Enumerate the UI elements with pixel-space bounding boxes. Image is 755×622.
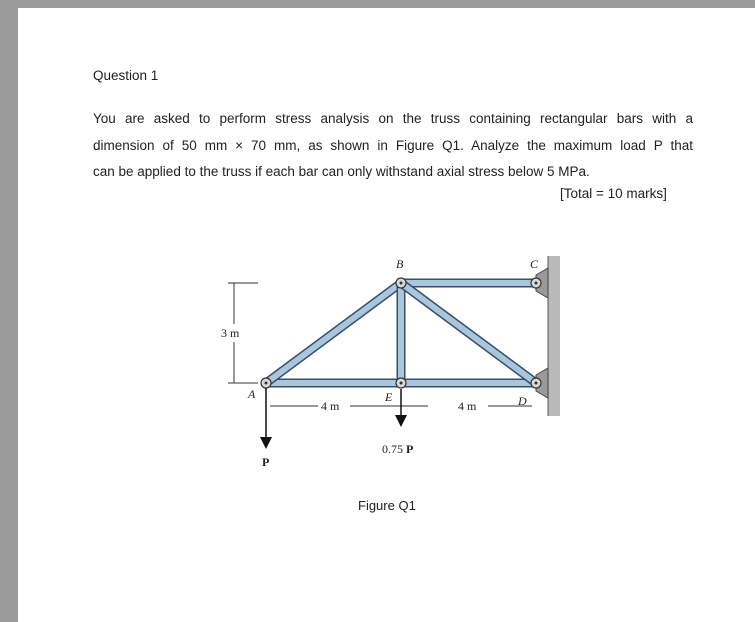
span-label-right: 4 m <box>458 399 477 413</box>
load-label-e-symbol: P <box>406 442 414 456</box>
joint-label-e: E <box>385 390 393 404</box>
joint-label-c: C <box>530 257 539 271</box>
joint-label-b: B <box>396 257 404 271</box>
question-body-line-3: can be applied to the truss if each bar can only withstand axial stress below 5 MPa. <box>93 164 590 179</box>
total-marks: [Total = 10 marks] <box>560 186 667 201</box>
wall-support <box>548 256 560 416</box>
question-body-line-2: dimension of 50 mm × 70 mm, as shown in Figure Q1. Analyze the maximum load P that <box>93 137 693 153</box>
truss-figure <box>18 8 755 622</box>
question-body-line-1: You are asked to perform stress analysis on the truss containing rectangular bars with a <box>93 111 693 126</box>
figure-caption: Figure Q1 <box>358 498 416 513</box>
height-label: 3 m <box>221 326 240 340</box>
question-title: Question 1 <box>93 68 159 83</box>
span-label-left: 4 m <box>321 399 340 413</box>
truss-members <box>266 283 536 383</box>
load-label-e <box>382 442 413 456</box>
joint-label-a: A <box>248 387 256 401</box>
load-label-e-value: 0.75 <box>382 442 403 456</box>
load-label-p: P <box>262 455 270 469</box>
document-page <box>18 8 755 622</box>
joint-label-d: D <box>518 394 527 408</box>
